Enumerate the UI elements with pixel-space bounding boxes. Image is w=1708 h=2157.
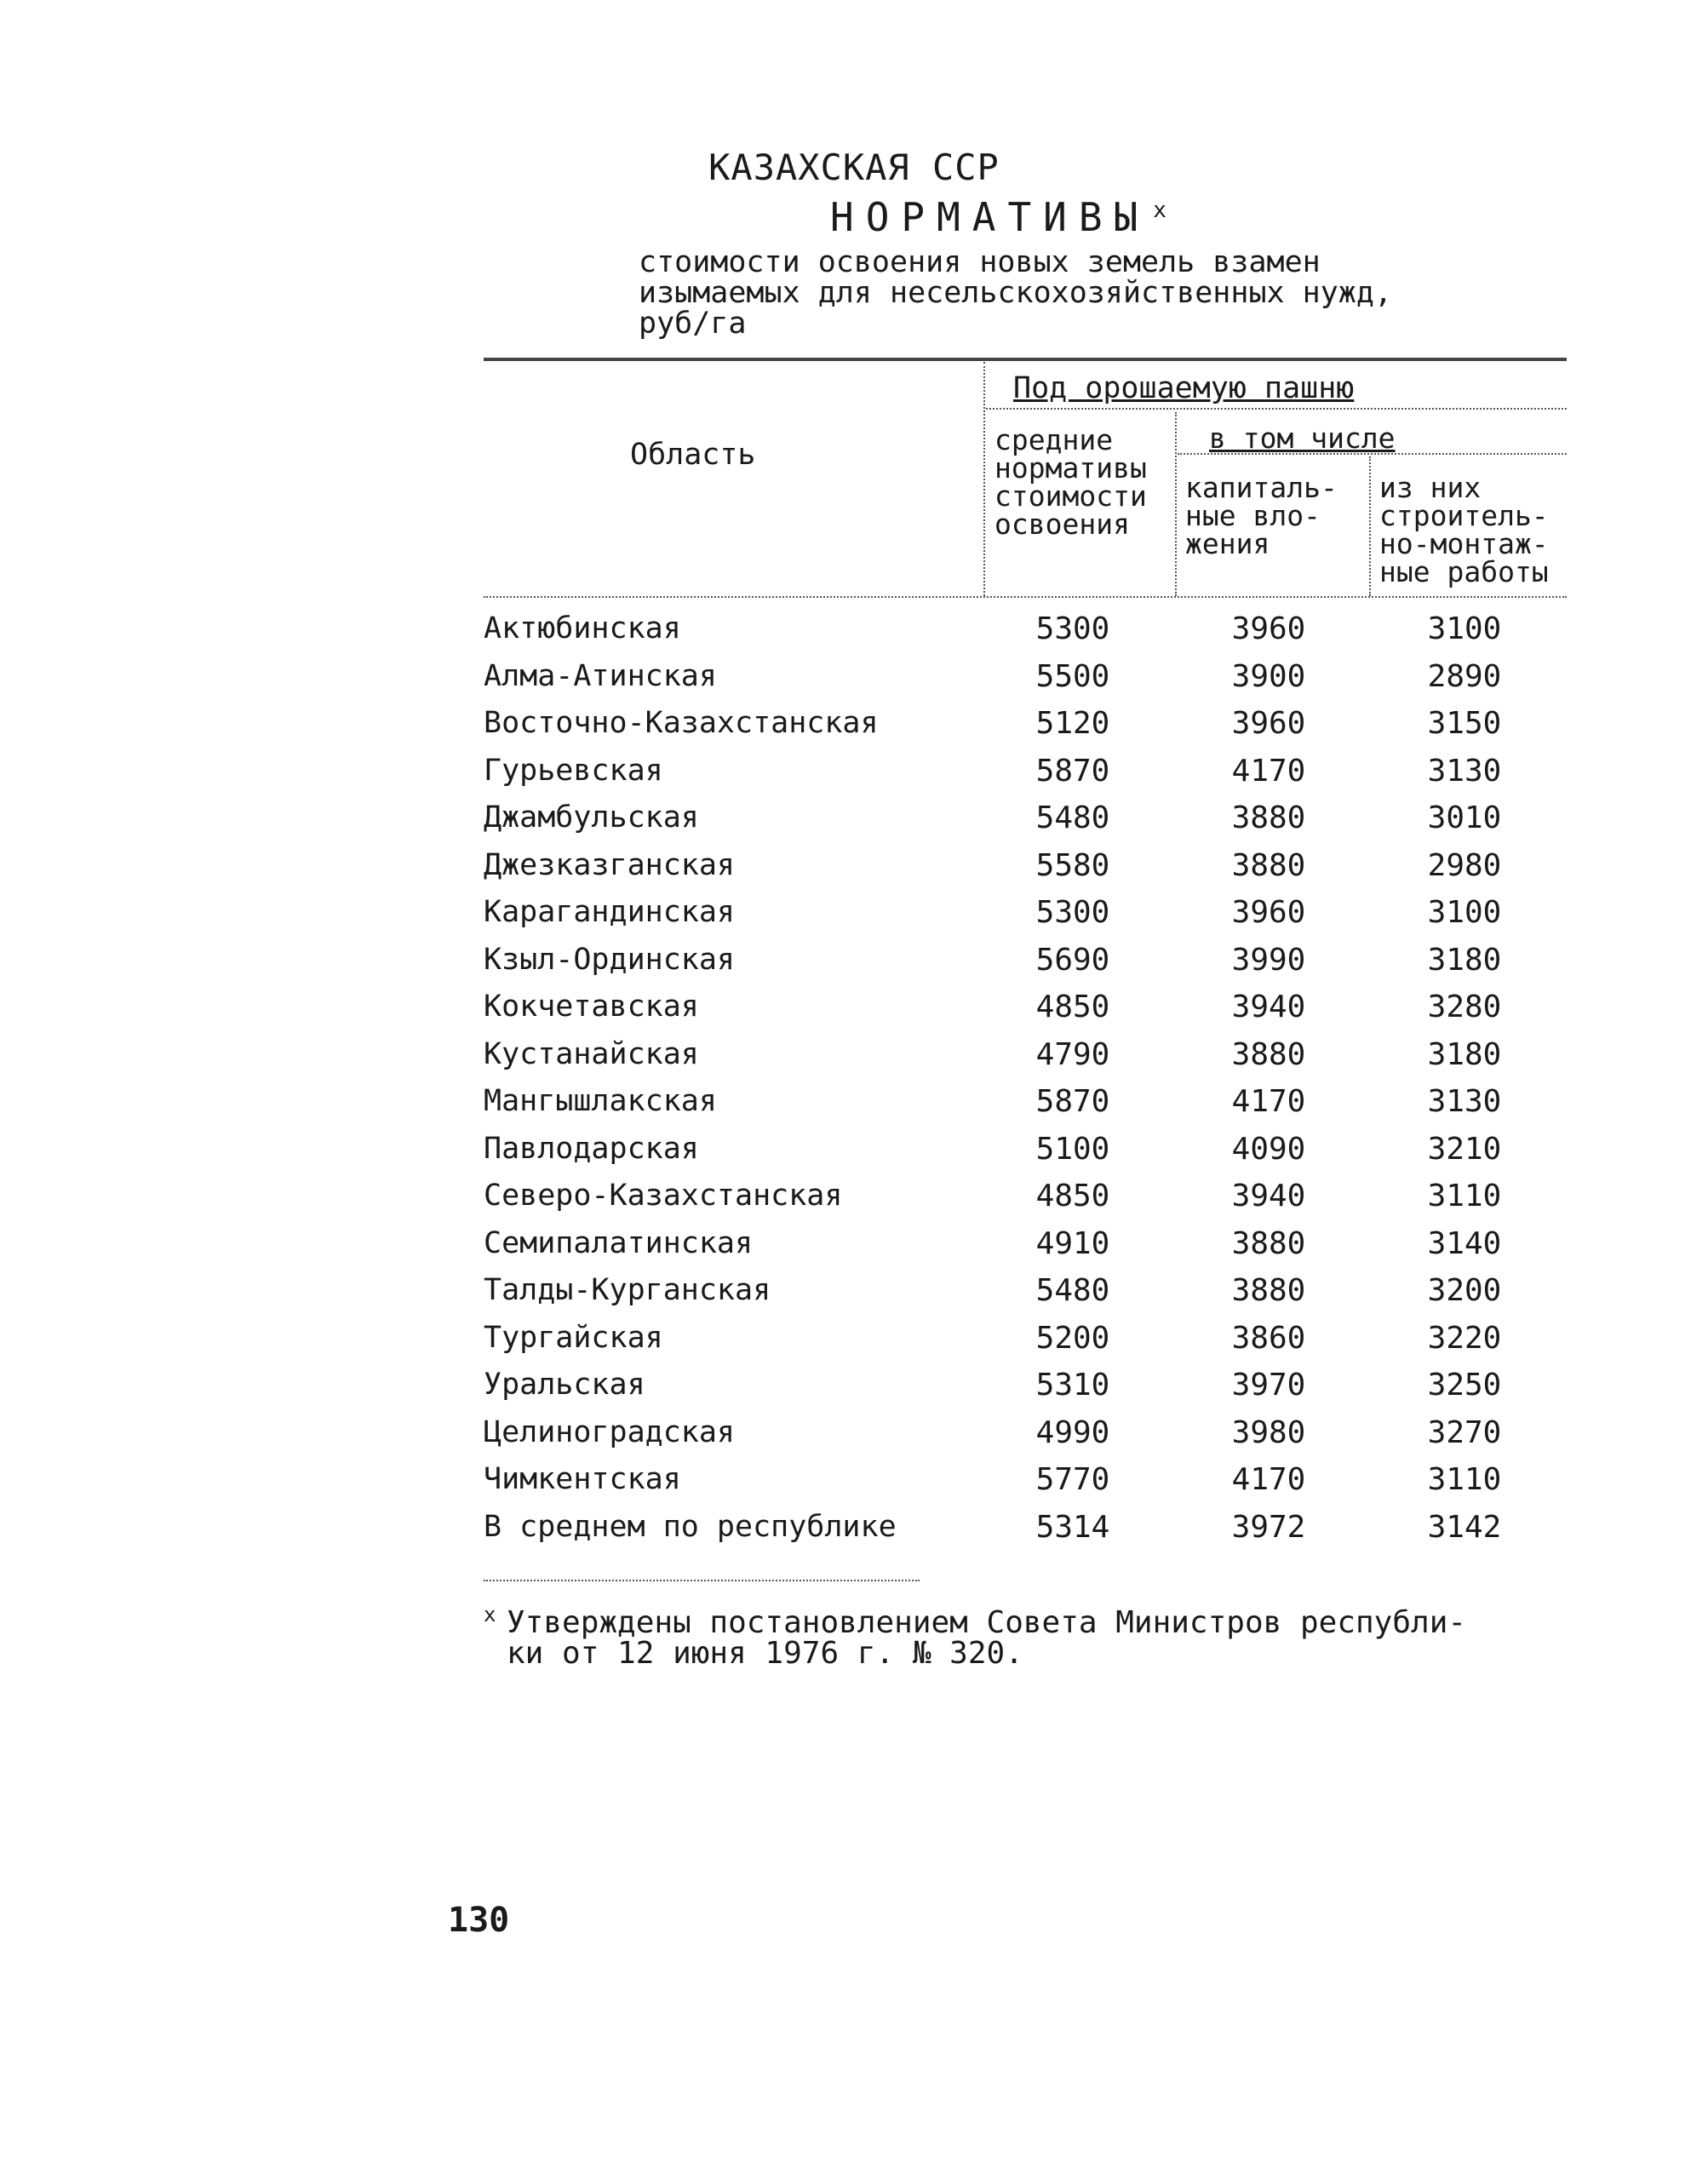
row-region: Джезказганская: [484, 847, 736, 882]
row-average: 5310: [1035, 1368, 1110, 1403]
row-average: 4990: [1035, 1414, 1110, 1450]
row-capital: 4170: [1231, 753, 1306, 789]
column-header-region: Область: [630, 438, 756, 472]
row-average: 5200: [1035, 1320, 1110, 1356]
row-region: Джамбульская: [484, 800, 699, 835]
row-construction: 2980: [1427, 847, 1502, 883]
document-title: [830, 194, 1166, 240]
row-construction: 3220: [1427, 1320, 1502, 1356]
row-region: Восточно-Казахстанская: [484, 706, 879, 740]
row-capital: 3880: [1231, 847, 1306, 883]
row-capital: 3940: [1231, 990, 1306, 1024]
row-capital: 3940: [1231, 1179, 1306, 1213]
title-footnote-mark: х: [1153, 197, 1166, 223]
row-capital: 4090: [1231, 1131, 1306, 1167]
group-header-irrigated: Под орошаемую пашню: [1013, 371, 1355, 405]
row-construction: 3200: [1427, 1273, 1502, 1308]
row-construction: 3150: [1427, 706, 1502, 741]
column-header-average: средние нормативы стоимости освоения: [994, 423, 1147, 541]
subgroup-header-including: в том числе: [1209, 422, 1396, 455]
row-construction: 3280: [1427, 990, 1502, 1024]
row-construction: 3140: [1427, 1225, 1502, 1261]
column-divider-3: [1369, 456, 1371, 596]
row-region: Целиноградская: [484, 1414, 736, 1449]
row-capital: 3960: [1231, 895, 1306, 930]
row-region: Карагандинская: [484, 895, 736, 929]
row-region: Актюбинская: [484, 611, 681, 645]
row-construction: 3270: [1427, 1414, 1502, 1450]
row-capital: 3970: [1231, 1368, 1306, 1403]
row-region: В среднем по республике: [484, 1509, 897, 1544]
row-region: Северо-Казахстанская: [484, 1179, 843, 1213]
column-divider-1: [983, 362, 985, 596]
row-capital: 3880: [1231, 1036, 1306, 1072]
row-construction: 3130: [1427, 1084, 1502, 1119]
row-capital: 3880: [1231, 800, 1306, 835]
page-number: 130: [448, 1901, 510, 1940]
row-construction: 3130: [1427, 753, 1502, 789]
row-average: 5870: [1035, 1084, 1110, 1119]
row-capital: 3980: [1231, 1414, 1306, 1450]
row-region: Тургайская: [484, 1320, 663, 1355]
footnote: [484, 1599, 496, 1638]
row-average: 5500: [1035, 658, 1110, 694]
column-header-capital: капиталь- ные вло- жения: [1185, 471, 1338, 560]
row-capital: 3880: [1231, 1273, 1306, 1308]
row-region: Павлодарская: [484, 1131, 699, 1166]
row-average: 5300: [1035, 895, 1110, 930]
row-region: Уральская: [484, 1368, 645, 1402]
table-top-rule: [484, 358, 1567, 361]
row-capital: 4170: [1231, 1462, 1306, 1497]
row-capital: 3972: [1231, 1509, 1306, 1545]
document-title-text: НОРМАТИВЫ: [830, 194, 1150, 240]
row-average: 5770: [1035, 1462, 1110, 1497]
row-average: 5314: [1035, 1509, 1110, 1545]
footnote-mark: х: [484, 1603, 496, 1626]
header-bottom-rule: [484, 596, 1567, 598]
row-average: 4910: [1035, 1225, 1110, 1261]
row-construction: 3142: [1427, 1509, 1502, 1545]
row-region: Талды-Курганская: [484, 1273, 771, 1307]
row-capital: 4170: [1231, 1084, 1306, 1119]
row-construction: 3010: [1427, 800, 1502, 835]
row-capital: 3900: [1231, 658, 1306, 694]
row-construction: 3110: [1427, 1462, 1502, 1497]
row-construction: 3100: [1427, 611, 1502, 646]
row-region: Мангышлакская: [484, 1084, 717, 1118]
column-header-construction: из них строитель- но-монтаж- ные работы: [1379, 471, 1549, 588]
row-average: 5480: [1035, 1273, 1110, 1308]
row-average: 5120: [1035, 706, 1110, 741]
row-average: 5300: [1035, 611, 1110, 646]
table-bottom-rule: [484, 1580, 920, 1581]
row-construction: 2890: [1427, 658, 1502, 694]
row-average: 5870: [1035, 753, 1110, 789]
row-region: Кокчетавская: [484, 990, 699, 1024]
row-average: 5690: [1035, 942, 1110, 978]
row-average: 5580: [1035, 847, 1110, 883]
group-header-rule: [986, 408, 1567, 410]
footnote-text: Утверждены постановлением Совета Министров республи- ки от 12 июня 1976 г. № 320.: [507, 1605, 1467, 1671]
row-region: Семипалатинская: [484, 1225, 754, 1260]
row-average: 5480: [1035, 800, 1110, 835]
row-region: Гурьевская: [484, 753, 663, 788]
row-capital: 3860: [1231, 1320, 1306, 1356]
row-construction: 3180: [1427, 1036, 1502, 1072]
republic-heading: КАЗАХСКАЯ ССР: [708, 146, 1000, 188]
row-construction: 3110: [1427, 1179, 1502, 1213]
row-average: 4790: [1035, 1036, 1110, 1072]
document-subtitle: стоимости освоения новых земель взамен изымаемых для несельскохозяйственных нужд, руб/га: [639, 245, 1393, 341]
row-construction: 3210: [1427, 1131, 1502, 1167]
row-region: Кзыл-Ординская: [484, 942, 736, 977]
row-region: Кустанайская: [484, 1036, 699, 1071]
row-construction: 3250: [1427, 1368, 1502, 1403]
row-capital: 3960: [1231, 706, 1306, 741]
row-average: 4850: [1035, 990, 1110, 1024]
row-capital: 3960: [1231, 611, 1306, 646]
row-average: 4850: [1035, 1179, 1110, 1213]
row-capital: 3990: [1231, 942, 1306, 978]
row-capital: 3880: [1231, 1225, 1306, 1261]
row-construction: 3100: [1427, 895, 1502, 930]
row-average: 5100: [1035, 1131, 1110, 1167]
row-region: Чимкентская: [484, 1462, 681, 1496]
column-divider-2: [1175, 412, 1177, 596]
row-region: Алма-Атинская: [484, 658, 717, 693]
row-construction: 3180: [1427, 942, 1502, 978]
